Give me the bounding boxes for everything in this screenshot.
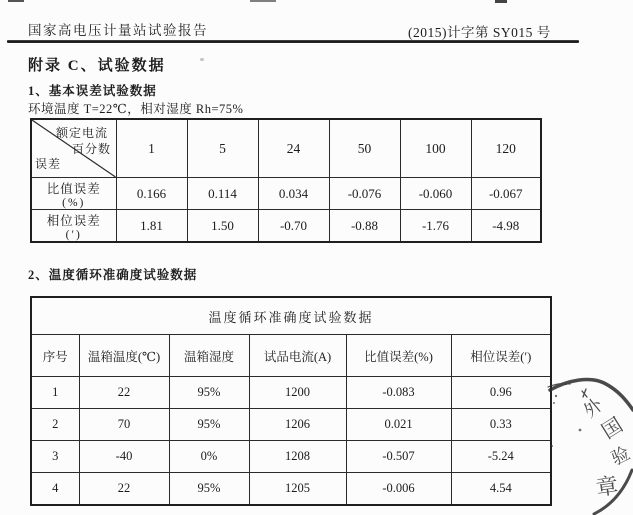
data-cell: 4.54 xyxy=(451,473,551,506)
data-cell: 22 xyxy=(79,473,169,506)
data-cell: 95% xyxy=(169,473,249,506)
scan-artifact xyxy=(495,0,507,3)
report-header-title: 国家高电压计量站试验报告 xyxy=(28,23,208,38)
table-row xyxy=(31,210,541,243)
environment-line: 环境温度 T=22℃，相对湿度 Rh=75% xyxy=(28,102,244,116)
col-header-cell: 试品电流(A) xyxy=(249,335,346,377)
data-cell: 1206 xyxy=(249,409,346,441)
scan-artifact xyxy=(200,58,204,61)
data-cell: -40 xyxy=(79,441,169,473)
data-cell: 95% xyxy=(169,377,249,409)
col-header-cell: 1 xyxy=(116,119,187,178)
seal-glyph: 国 xyxy=(598,414,627,444)
col-header-cell: 比值误差(%) xyxy=(346,335,451,377)
data-cell: 1 xyxy=(31,377,79,409)
data-cell: -1.76 xyxy=(400,210,471,243)
data-cell: -0.006 xyxy=(346,473,451,506)
table-header-row xyxy=(31,119,541,178)
table-title-row xyxy=(31,297,551,335)
data-cell: 4 xyxy=(31,473,79,506)
basic-error-table xyxy=(30,118,542,243)
data-cell: 1200 xyxy=(249,377,346,409)
row-label xyxy=(31,210,116,243)
corner-cell xyxy=(31,119,116,178)
appendix-heading: 附录 C、试验数据 xyxy=(28,58,166,74)
corner-label-top: 额定电流 xyxy=(56,126,109,140)
data-cell: 0.166 xyxy=(116,178,187,210)
row-label-unit: (%) xyxy=(62,196,86,209)
col-header-cell: 温箱湿度 xyxy=(169,335,249,377)
corner-label-bottom: 误差 xyxy=(35,157,62,171)
report-number: (2015)计字第 SY015 号 xyxy=(408,25,551,40)
data-cell: -5.24 xyxy=(451,441,551,473)
data-cell: 22 xyxy=(79,377,169,409)
row-label-unit: (′) xyxy=(65,228,82,241)
row-label-text: 比值误差 xyxy=(46,181,101,196)
data-cell: 0.96 xyxy=(451,377,551,409)
row-label-text: 相位误差 xyxy=(46,213,101,228)
seal-speckle-marks xyxy=(582,389,587,397)
row-label xyxy=(31,178,116,210)
header-rule xyxy=(7,40,579,43)
data-cell: 1.81 xyxy=(116,210,187,243)
data-cell: 0.034 xyxy=(258,178,329,210)
seal-speckles xyxy=(551,383,581,447)
col-header-cell: 温箱温度(℃) xyxy=(79,335,169,377)
seal-stamp xyxy=(546,350,633,515)
table-row xyxy=(31,178,541,210)
col-header-cell: 序号 xyxy=(31,335,79,377)
data-cell: 1208 xyxy=(249,441,346,473)
seal-glyph: 验 xyxy=(607,442,633,469)
table-header-row xyxy=(31,335,551,377)
data-cell: -4.98 xyxy=(471,210,541,243)
seal-glyph: 章 xyxy=(594,472,620,501)
data-cell: -0.060 xyxy=(400,178,471,210)
scan-artifact xyxy=(8,0,24,2)
col-header-cell: 5 xyxy=(187,119,258,178)
col-header-cell: 24 xyxy=(258,119,329,178)
section2-heading: 2、温度循环准确度试验数据 xyxy=(28,268,198,282)
col-header-cell: 50 xyxy=(329,119,400,178)
data-cell: 2 xyxy=(31,409,79,441)
data-cell: -0.067 xyxy=(471,178,541,210)
data-cell: 0.114 xyxy=(187,178,258,210)
table-row xyxy=(31,441,551,473)
data-cell: -0.083 xyxy=(346,377,451,409)
data-cell: 0.33 xyxy=(451,409,551,441)
seal-glyph: 外 xyxy=(579,394,607,422)
table-row xyxy=(31,377,551,409)
data-cell: 0.021 xyxy=(346,409,451,441)
data-cell: 0% xyxy=(169,441,249,473)
data-cell: -0.70 xyxy=(258,210,329,243)
table-title: 温度循环准确度试验数据 xyxy=(31,297,551,335)
data-cell: -0.88 xyxy=(329,210,400,243)
temperature-cycle-table xyxy=(30,296,552,506)
table-row xyxy=(31,409,551,441)
data-cell: -0.507 xyxy=(346,441,451,473)
data-cell: 1.50 xyxy=(187,210,258,243)
col-header-cell: 100 xyxy=(400,119,471,178)
corner-label-mid: 百分数 xyxy=(72,142,112,156)
data-cell: 70 xyxy=(79,409,169,441)
section1-heading: 1、基本误差试验数据 xyxy=(28,84,157,98)
col-header-cell: 相位误差(′) xyxy=(451,335,551,377)
data-cell: 3 xyxy=(31,441,79,473)
table-row xyxy=(31,473,551,506)
data-cell: -0.076 xyxy=(329,178,400,210)
data-cell: 1205 xyxy=(249,473,346,506)
scan-artifact xyxy=(250,0,276,2)
col-header-cell: 120 xyxy=(471,119,541,178)
data-cell: 95% xyxy=(169,409,249,441)
